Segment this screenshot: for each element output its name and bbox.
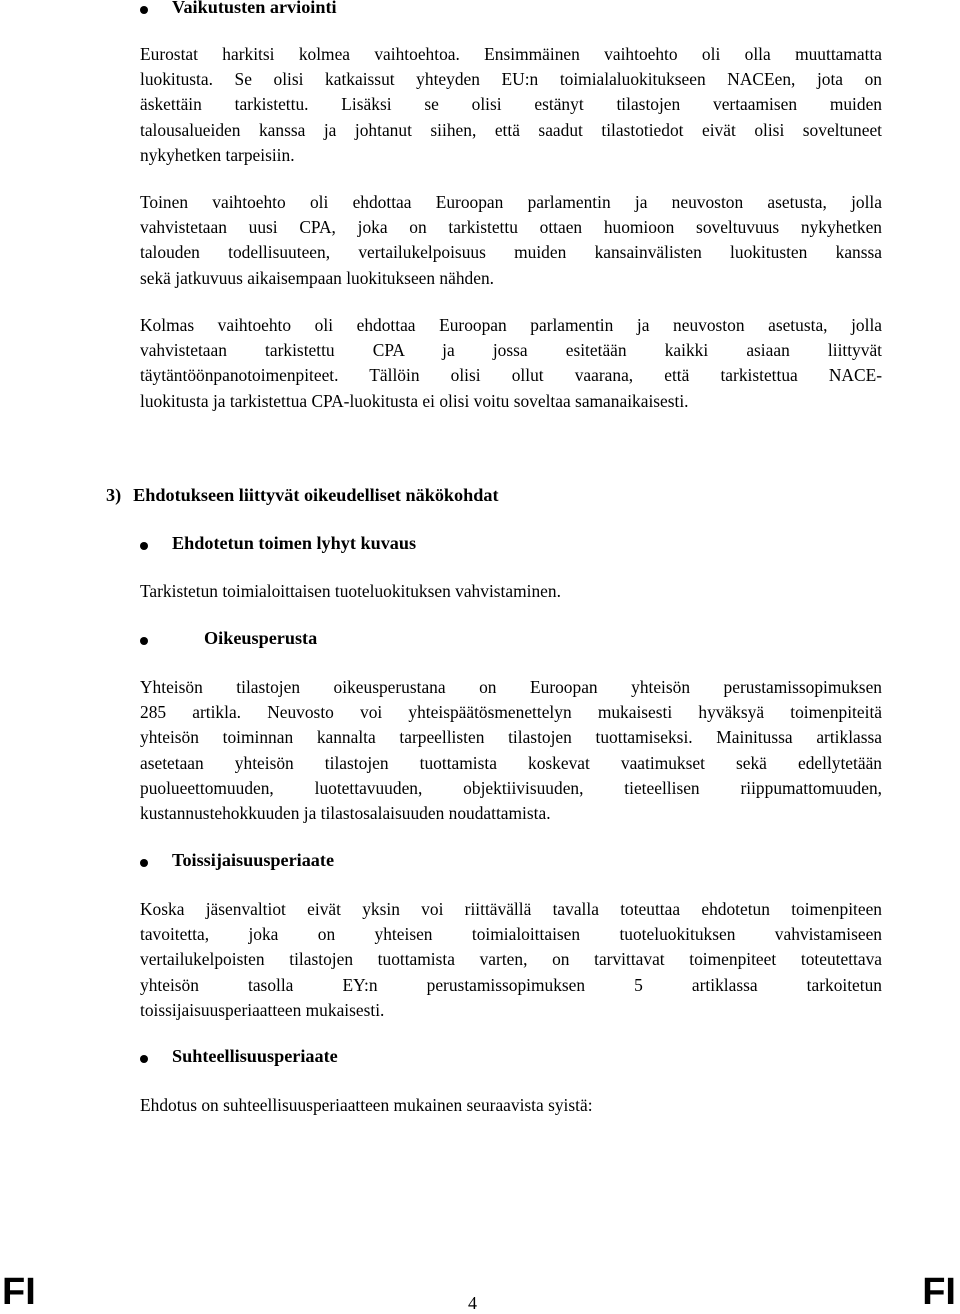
subsidiarity-heading: Toissijaisuusperiaate <box>172 850 335 870</box>
impact-heading: Vaikutusten arviointi <box>172 0 337 17</box>
bullet-icon <box>140 1055 148 1063</box>
proportionality-paragraph: Ehdotus on suhteellisuusperiaatteen mukainen seuraavista syistä: <box>140 1095 593 1115</box>
section-title: Ehdotukseen liittyvät oikeudelliset näkökohdat <box>133 485 499 505</box>
page-number: 4 <box>468 1293 477 1313</box>
bullet-icon <box>140 859 148 867</box>
impact-paragraph-3: Kolmas vaihtoehto oli ehdottaa Euroopan parlamentin ja neuvoston asetusta, jolla vahvistetaan tarkistettu CPA ja jossa esitetään kaikki asiaan liittyvät täytäntöönpanotoimenpiteet. Tällöin olisi ollut vaarana, että tarkistettua NACE- luokitusta ja tarkistettua CPA-luokitusta ei olisi voitu soveltaa samanaikaisesti. <box>140 315 882 411</box>
section-number: 3) <box>106 485 122 505</box>
bullet-icon <box>140 637 148 645</box>
section-heading-legal <box>106 485 499 506</box>
legal-basis-paragraph: Yhteisön tilastojen oikeusperustana on Euroopan yhteisön perustamissopimuksen 285 artikla. Neuvosto voi yhteispäätösmenettelyn mukaisesti hyväksyä toimenpiteitä yhteisön toiminnan kannalta tarpeellisten tilastojen tuottamiseksi. Mainitussa artiklassa asetetaan yhteisön tilastojen tuottamista koskevat vaatimukset sekä edellytetään puolueettomuuden, luotettavuuden, objektiivisuuden, tieteellisen riippumattomuuden, kustannustehokkuuden ja tilastosalaisuuden noudattamista. <box>140 677 882 824</box>
bullet-icon <box>140 6 148 14</box>
summary-heading: Ehdotetun toimen lyhyt kuvaus <box>172 533 417 553</box>
footer-language-right: FI <box>922 1271 956 1313</box>
impact-paragraph-1: Eurostat harkitsi kolmea vaihtoehtoa. Ensimmäinen vaihtoehto oli olla muuttamatta luokitusta. Se olisi katkaissut yhteyden EU:n toimialaluokitukseen NACEen, jota on äskettäin tarkistettu. Lisäksi se olisi estänyt tilastojen vertaamisen muiden talousalueiden kanssa ja johtanut siihen, että saadut tilastotiedot eivät olisi soveltuneet nykyhetken tarpeisiin. <box>140 44 882 165</box>
summary-paragraph: Tarkistetun toimialoittaisen tuoteluokituksen vahvistaminen. <box>140 581 561 601</box>
proportionality-heading: Suhteellisuusperiaate <box>172 1046 338 1066</box>
bullet-icon <box>140 542 148 550</box>
footer-language-left: FI <box>2 1271 36 1313</box>
impact-paragraph-2: Toinen vaihtoehto oli ehdottaa Euroopan parlamentin ja neuvoston asetusta, jolla vahvistetaan uusi CPA, joka on tarkistettu ottaen huomioon soveltuvuus nykyhetken talouden todellisuuteen, vertailukelpoisuus muiden kansainvälisten luokitusten kanssa sekä jatkuvuus aikaisempaan luokitukseen nähden. <box>140 192 882 288</box>
legal-basis-heading: Oikeusperusta <box>204 628 318 648</box>
subsidiarity-paragraph: Koska jäsenvaltiot eivät yksin voi riittävällä tavalla toteuttaa ehdotetun toimenpiteen tavoitetta, joka on yhteisen toimialoittaisen tuoteluokituksen vahvistamiseen vertailukelpoisten tilastojen tuottamista varten, on tarvittavat toimenpiteet toteutettava yhteisön tasolla EY:n perustamissopimuksen 5 artiklassa tarkoitetun toissijaisuusperiaatteen mukaisesti. <box>140 899 882 1020</box>
